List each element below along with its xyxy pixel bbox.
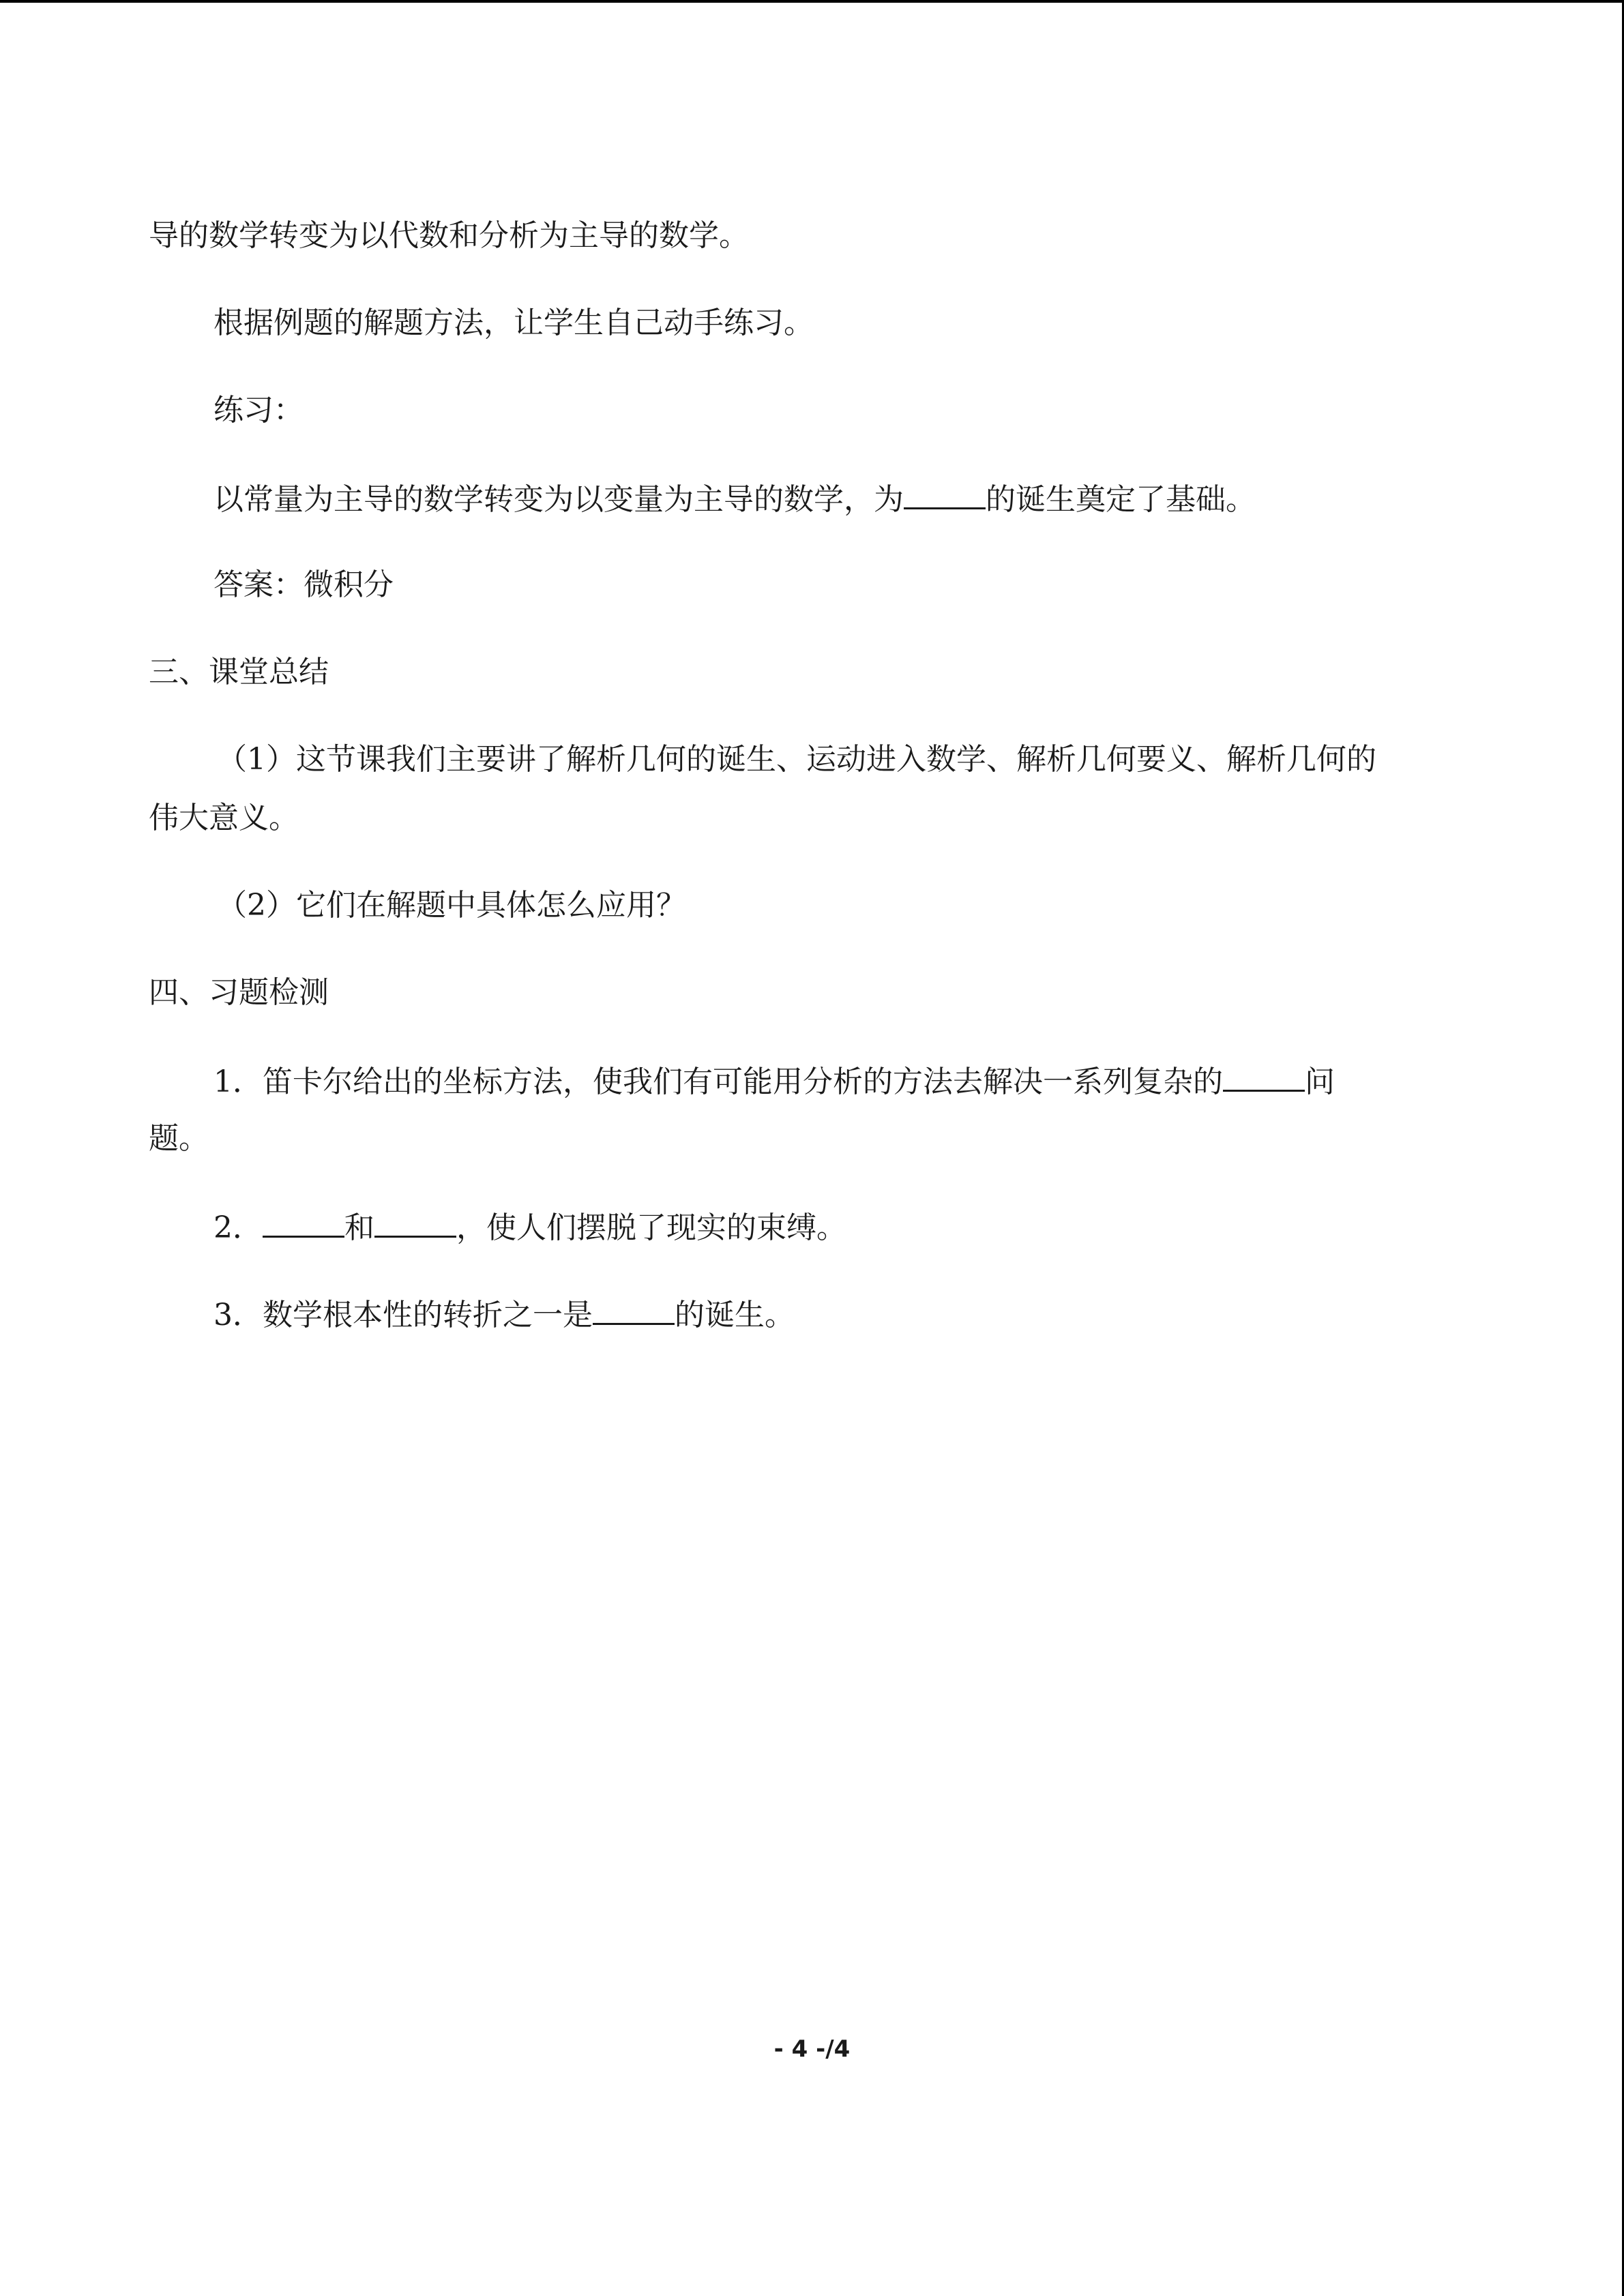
text: 练习： [213, 393, 304, 428]
fill-in-blank[interactable] [593, 1293, 675, 1325]
text: 1．笛卡尔给出的坐标方法，使我们有可能用分析的方法去解决一系列复杂的 [213, 1064, 1223, 1099]
text: 三、课堂总结 [149, 655, 329, 689]
text: 根据例题的解题方法，让学生自己动手练习。 [213, 305, 814, 340]
text: 答案：微积分 [213, 567, 394, 602]
summary-item-2 [217, 885, 686, 926]
summary-item-1 [217, 739, 1376, 780]
section-heading-summary [149, 652, 329, 693]
fill-in-blank[interactable] [1223, 1060, 1305, 1092]
text: 伟大意义。 [149, 801, 299, 835]
question-2 [213, 1206, 846, 1249]
exercise-label [213, 390, 304, 431]
section-heading-exercises [149, 972, 329, 1013]
exercise-question [213, 477, 1256, 520]
text: 和 [344, 1210, 374, 1245]
question-1-continuation [149, 1118, 209, 1159]
paragraph-instruction [213, 303, 814, 344]
text: 的诞生。 [675, 1298, 795, 1332]
question-3 [213, 1293, 795, 1336]
text: 四、习题检测 [149, 975, 329, 1010]
text: 2． [213, 1210, 263, 1245]
text: 导的数学转变为以代数和分析为主导的数学。 [149, 218, 749, 253]
text: 的诞生奠定了基础。 [986, 482, 1256, 517]
text: （1）这节课我们主要讲了解析几何的诞生、运动进入数学、解析几何要义、解析几何的 [217, 742, 1376, 777]
paragraph-continuation [149, 215, 749, 256]
fill-in-blank[interactable] [904, 477, 986, 509]
exercise-answer [213, 565, 394, 606]
top-border [0, 0, 1624, 3]
text: 3．数学根本性的转折之一是 [213, 1298, 593, 1332]
text: 问 [1305, 1064, 1335, 1099]
fill-in-blank[interactable] [263, 1206, 344, 1238]
text: 题。 [149, 1121, 209, 1156]
text: （2）它们在解题中具体怎么应用？ [217, 888, 686, 923]
fill-in-blank[interactable] [374, 1206, 456, 1238]
page-number: - 4 -/4 [773, 2036, 851, 2063]
text: ，使人们摆脱了现实的束缚。 [456, 1210, 846, 1245]
question-1 [213, 1060, 1335, 1103]
text: 以常量为主导的数学转变为以变量为主导的数学，为 [213, 482, 904, 517]
summary-item-1-continuation [149, 798, 299, 839]
